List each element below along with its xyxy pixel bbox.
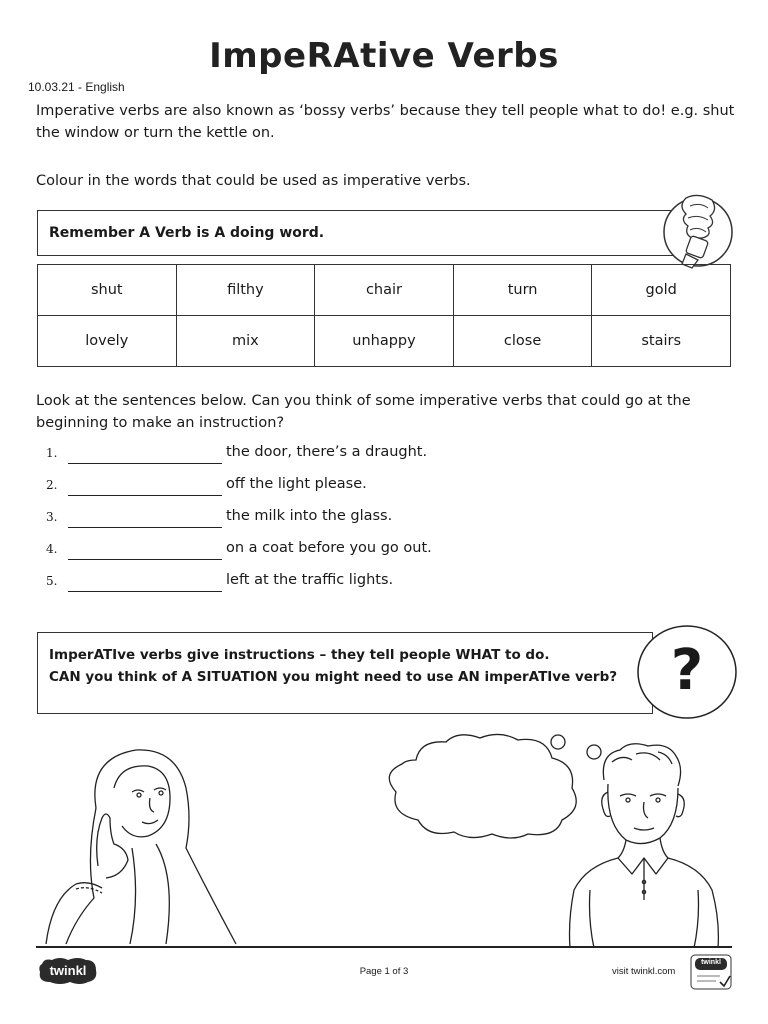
- page-number: Page 1 of 3: [359, 966, 409, 977]
- badge-text: twinkl: [701, 959, 721, 966]
- table-row: [38, 316, 731, 367]
- word-cell[interactable]: stairs: [592, 316, 731, 367]
- word-cell[interactable]: mix: [176, 316, 315, 367]
- word-cell[interactable]: close: [453, 316, 592, 367]
- answer-blank[interactable]: [68, 559, 222, 560]
- answer-blank[interactable]: [68, 495, 222, 496]
- table-row: [38, 265, 731, 316]
- logo-text: twinkl: [49, 963, 87, 978]
- intro-text: Imperative verbs are also known as ‘bossy verbs’ because they tell people what to do! e.g. shut the window or turn the kettle on.: [36, 103, 735, 141]
- question-mark-text: ?: [670, 638, 704, 703]
- remember-text: Remember A Verb is A doing word.: [49, 225, 325, 241]
- list-item: [36, 476, 536, 508]
- item-number: 3.: [46, 510, 58, 524]
- sentence-text: the door, there’s a draught.: [226, 444, 428, 460]
- lightbulb-icon: [662, 190, 734, 274]
- word-cell[interactable]: shut: [38, 265, 177, 316]
- list-item: [36, 540, 536, 572]
- quality-badge-icon: [690, 954, 732, 990]
- instructions-box: [37, 632, 653, 714]
- answer-blank[interactable]: [68, 463, 222, 464]
- item-number: 2.: [46, 478, 58, 492]
- instruction-text: Colour in the words that could be used as imperative verbs.: [36, 173, 471, 189]
- answer-blank[interactable]: [68, 591, 222, 592]
- item-number: 1.: [46, 446, 58, 460]
- word-cell[interactable]: turn: [453, 265, 592, 316]
- sentence-text: the milk into the glass.: [226, 508, 393, 524]
- question-mark-icon: [636, 624, 738, 720]
- visit-link[interactable]: visit twinkl.com: [612, 966, 676, 977]
- remember-box: [37, 210, 699, 256]
- item-number: 5.: [46, 574, 58, 588]
- sentences-prompt: Look at the sentences below. Can you think of some imperative verbs that could go at the beginning to make an instruction?: [36, 393, 691, 431]
- sentence-list: [36, 444, 536, 604]
- list-item: [36, 572, 536, 604]
- answer-blank[interactable]: [68, 527, 222, 528]
- girl-illustration: [36, 748, 246, 948]
- date-line: 10.03.21 - English: [28, 80, 125, 94]
- instructions-line-2: CAN you think of A SITUATION you might need to use AN imperATIve verb?: [49, 669, 618, 685]
- word-cell[interactable]: gold: [592, 265, 731, 316]
- footer-divider: [36, 946, 732, 948]
- word-cell[interactable]: lovely: [38, 316, 177, 367]
- word-cell[interactable]: chair: [315, 265, 454, 316]
- word-cell[interactable]: filthy: [176, 265, 315, 316]
- list-item: [36, 444, 536, 476]
- item-number: 4.: [46, 542, 58, 556]
- sentence-text: on a coat before you go out.: [226, 540, 432, 556]
- instructions-line-1: ImperATIve verbs give instructions – they tell people WHAT to do.: [49, 647, 550, 663]
- sentence-text: off the light please.: [226, 476, 367, 492]
- word-table: [37, 264, 731, 367]
- list-item: [36, 508, 536, 540]
- page-title: ImpeRAtive Verbs: [209, 36, 559, 76]
- boy-illustration: [560, 740, 730, 948]
- word-cell[interactable]: unhappy: [315, 316, 454, 367]
- sentence-text: left at the traffic lights.: [226, 572, 394, 588]
